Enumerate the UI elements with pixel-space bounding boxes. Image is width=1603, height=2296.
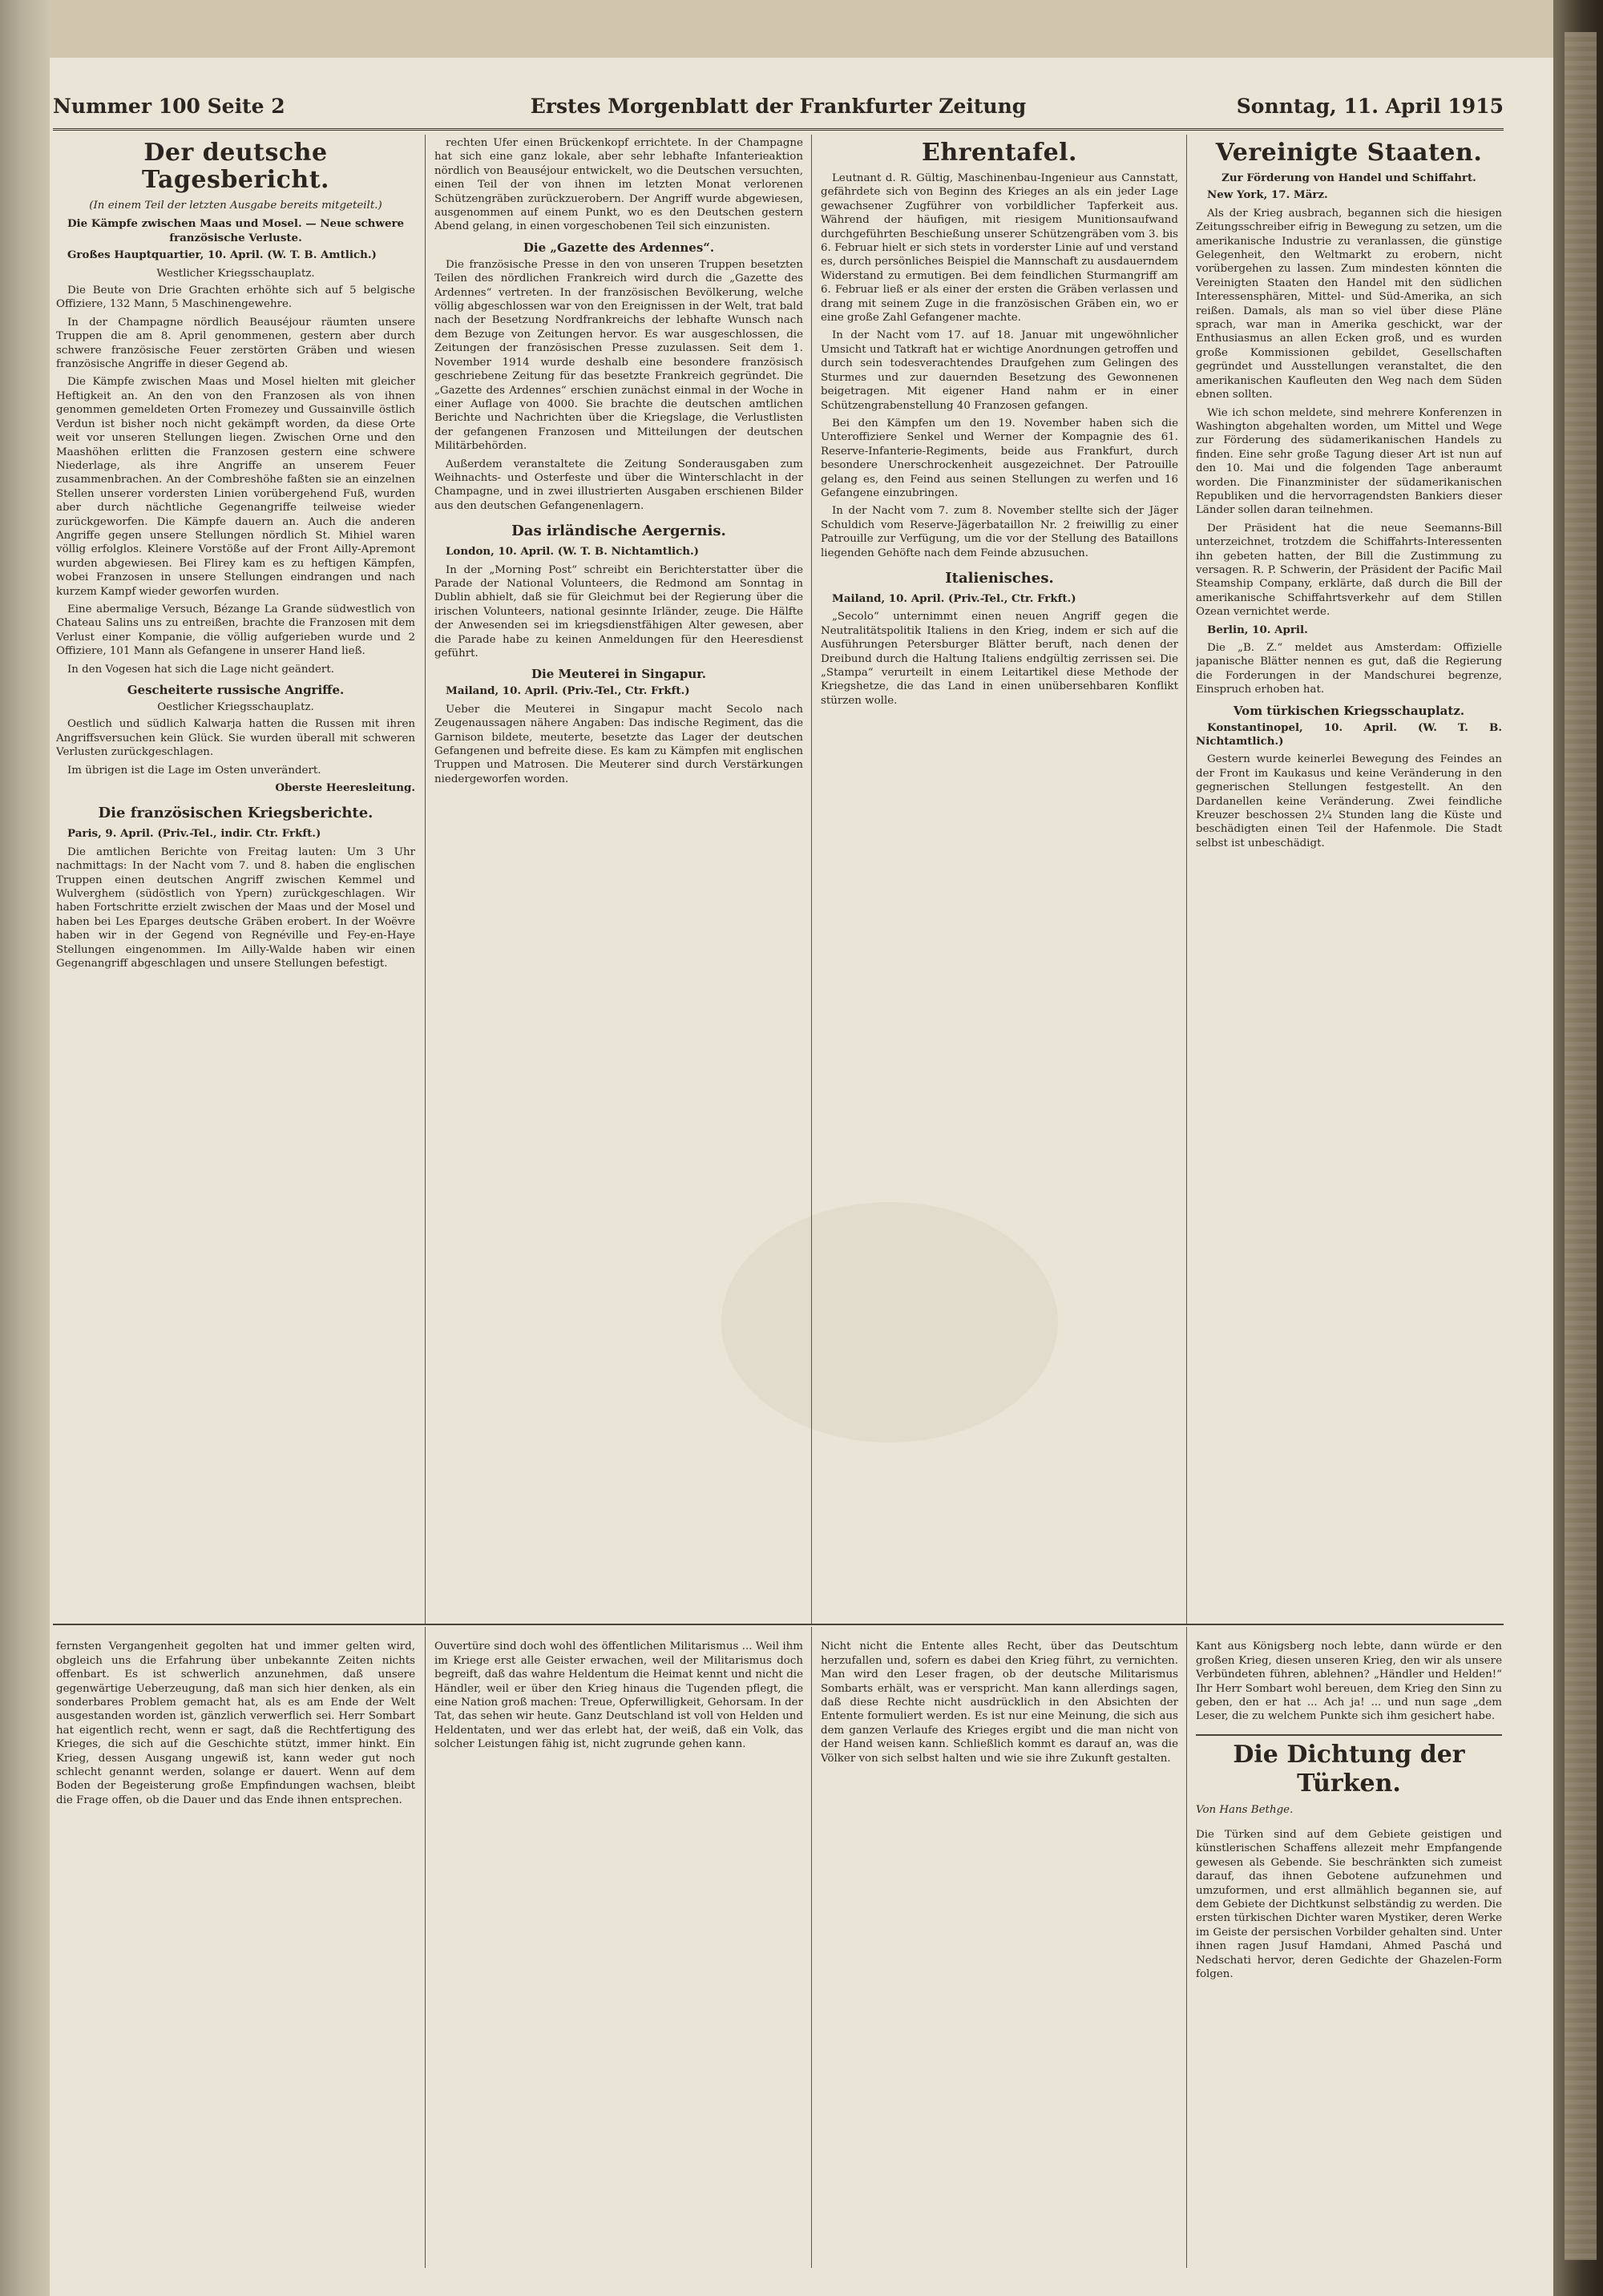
column-rule xyxy=(811,135,812,1624)
article-title: Vom türkischen Kriegsschauplatz. xyxy=(1233,703,1465,718)
section-heading: Westlicher Kriegsschauplatz. xyxy=(156,267,315,280)
paragraph: „Secolo“ unternimmt einen neuen Angriff gegen die Neutralitätspolitik Italiens in den Krieg, indem er sich auf die Ausführungen Petersburger Blätter beruft, nach denen der Dreibund durch die Haltung Italiens endgültig zerrissen sei. Die „Stampa“ verurteilt in einem Leitartikel diese Methode der Kriegshetze, die das Land in einen unübersehbaren Konflikt stürzen wolle. xyxy=(821,611,1178,707)
paragraph: Ouvertüre sind doch wohl des öffentlichen Militarismus ... Weil ihm im Kriege erst alle Geister erwachen, weil der Militarismus doch begreift, daß das wahre Heldentum die Heimat kennt und nicht die Händler, weil er über den Krieg hinaus die Tugenden pflegt, die eine Nation groß machen: Treue, Opferwilligkeit, Gehorsam. In der Tat, das sehen wir heute. Ganz Deutschland ist voll von Helden und Heldentaten, und wer das erlebt hat, der weiß, daß ein Volk, das solcher Leistungen fähig ist, nicht zugrunde gehen kann. xyxy=(434,1640,803,1751)
feuilleton-column-1 xyxy=(56,1629,415,2254)
article-title: Das irländische Aergernis. xyxy=(511,523,726,540)
column-rule xyxy=(1186,1627,1187,2268)
section-rule xyxy=(1196,1734,1502,1736)
column-rule xyxy=(425,1627,426,2268)
feuilleton-column-3 xyxy=(821,1629,1178,2254)
article-title: Italienisches. xyxy=(945,569,1054,587)
feuilleton-column-2 xyxy=(434,1629,803,2254)
paragraph: Die Beute von Drie Grachten erhöhte sich auf 5 belgische Offiziere, 132 Mann, 5 Maschinengewehre. xyxy=(56,284,415,311)
column-rule xyxy=(1186,135,1187,1624)
paragraph: Im übrigen ist die Lage im Osten unverändert. xyxy=(67,764,321,777)
paragraph: Kant aus Königsberg noch lebte, dann würde er den großen Krieg, diesen unseren Krieg, den wir als unsere Verbündeten führen, ablehnen? „Händler und Helden!“ Ihr Herr Sombart wohl bereuen, dem Krieg den Sinn zu geben, den er hat ... Ach ja! ... und nun sage „dem Leser, die zu welchem Punkte sich ihm gesichert habe. xyxy=(1196,1640,1502,1723)
feuilleton-column-4 xyxy=(1196,1629,1502,2254)
article-subtitle: Zur Förderung von Handel und Schiffahrt. xyxy=(1221,171,1476,184)
paragraph: Die Türken sind auf dem Gebiete geistigen und künstlerischen Schaffens allezeit mehr Empfangende gewesen als Gebende. Sie beschränkten sich zumeist darauf, das ihnen Gebotene aufzunehmen und umzuformen, und erst allmählich begannen sie, auf dem Gebiete der Dichtkunst selbständig zu werden. Die ersten türkischen Dichter waren Mystiker, deren Werke im Geiste der persischen Vorbilder gehalten sind. Unter ihnen ragen Jusuf Hamdani, Ahmed Paschá und Nedschati hervor, deren Gedichte der Ghazelen-Form folgen. xyxy=(1196,1829,1502,1981)
page-header xyxy=(53,83,1504,131)
signature: Oberste Heeresleitung. xyxy=(275,781,415,795)
column-3 xyxy=(821,136,1178,1620)
article-title: Der deutsche Tagesbericht. xyxy=(142,139,329,194)
article-note: (In einem Teil der letzten Ausgabe bereits mitgeteilt.) xyxy=(89,200,382,212)
section-heading: Oestlicher Kriegsschauplatz. xyxy=(157,701,314,713)
section-title: Gescheiterte russische Angriffe. xyxy=(127,683,345,697)
dateline: Mailand, 10. April. (Priv.-Tel., Ctr. Frkft.) xyxy=(446,684,690,698)
column-2 xyxy=(434,136,803,1620)
dateline: Berlin, 10. April. xyxy=(1207,623,1308,636)
article-subtitle: Die Kämpfe zwischen Maas und Mosel. — Neue schwere französische Verluste. xyxy=(67,217,405,244)
book-binding-right xyxy=(1553,0,1603,2296)
article-author: Von Hans Bethge. xyxy=(1196,1804,1294,1817)
paragraph: In den Vogesen hat sich die Lage nicht geändert. xyxy=(67,663,334,676)
paragraph: Nicht nicht die Entente alles Recht, über das Deutschtum herzufallen und, sofern es dabei den Krieg führt, zu vernichten. Man wird den Leser fragen, ob der deutsche Militarismus Sombarts erhält, was er verspricht. Man kann allerdings sagen, daß diese Rechte nicht ausdrücklich in den Absichten der Entente formuliert werden. Es ist nur eine Meinung, die sich aus dem ganzen Verlaufe des Krieges ergibt und die man nicht von der Hand weisen kann. Schließlich kommt es darauf an, was die Völker von sich selbst halten und wie sie ihre Zukunft gestalten. xyxy=(821,1640,1178,1765)
paragraph: rechten Ufer einen Brückenkopf errichtete. In der Champagne hat sich eine ganz lokale, aber sehr lebhafte Infanterieaktion nördlich von Beauséjour entwickelt, wo die Deutschen versuchten, einen Teil der von ihnen im letzten Monat verlorenen Schützengräben zurückzuerobern. Der Angriff wurde abgewiesen, ausgenommen auf einem Punkt, wo es den Deutschen gestern Abend gelang, in einen vorgeschobenen Teil sich einzunisten. xyxy=(434,137,803,233)
paragraph: Außerdem veranstaltete die Zeitung Sonderausgaben zum Weihnachts- und Osterfeste und über die Winterschlacht in der Champagne, und in zwei illustrierten Ausgaben erschienen Bilder aus den deutschen Gefangenenlagern. xyxy=(434,458,803,512)
article-title: Vereinigte Staaten. xyxy=(1215,139,1483,167)
paragraph: Eine abermalige Versuch, Bézange La Grande südwestlich von Chateau Salins uns zu entreißen, brachte die Franzosen mit dem Verlust einer Kompanie, die völlig aufgerieben wurde und 2 Offiziere, 101 Mann als Gefangene in unserer Hand ließ. xyxy=(56,603,415,658)
paragraph: Der Präsident hat die neue Seemanns-Bill unterzeichnet, trotzdem die Schiffahrts-Interessenten ihn gebeten hatten, der Bill die Zustimmung zu versagen. R. P. Schwerin, der Präsident der Pacific Mail Steamship Company, erklärte, daß durch die Bill der amerikanische Schiffahrtsverkehr auf dem Stillen Ozean vernichtet werde. xyxy=(1196,522,1502,619)
paragraph: Ueber die Meuterei in Singapur macht Secolo nach Zeugenaussagen nähere Angaben: Das indische Regiment, das die Garnison bildete, meuterte, besetzte das Lager der deutschen Gefangenen und befreite diese. Es kam zu Kämpfen mit englischen Truppen und Matrosen. Die Meuterer sind durch Verstärkungen niedergeworfen worden. xyxy=(434,703,803,785)
adjacent-page-edge xyxy=(1565,32,1597,2260)
dateline: Paris, 9. April. (Priv.-Tel., indir. Ctr. Frkft.) xyxy=(67,827,321,841)
column-4 xyxy=(1196,136,1502,1620)
dateline: Mailand, 10. April. (Priv.-Tel., Ctr. Frkft.) xyxy=(832,591,1076,605)
header-date: Sonntag, 11. April 1915 xyxy=(1236,95,1504,118)
dateline: London, 10. April. (W. T. B. Nichtamtlich.) xyxy=(446,545,700,559)
header-page-number: Nummer 100 Seite 2 xyxy=(53,95,285,118)
column-rule xyxy=(425,135,426,1624)
section-rule xyxy=(53,1624,1504,1625)
dateline: Großes Hauptquartier, 10. April. (W. T. B. Amtlich.) xyxy=(67,248,377,262)
paragraph: Leutnant d. R. Gültig, Maschinenbau-Ingenieur aus Cannstatt, gefährdete sich von Beginn des Krieges an als ein jeder Lage gewachsener Zugführer von vorbildlicher Tapferkeit aus. Während der häufigen, mit riesigem Munitionsaufwand durchgeführten Beschießung unserer Schützengräben vom 3. bis 6. Februar hielt er sich stets in vorderster Linie auf und verstand es, durch persönliches Beispiel die Mannschaft zu ausdauerndem Widerstand zu ermutigen. Bei dem feindlichen Sturmangriff am 6. Februar ließ er als einer der ersten die Gräben verlassen und drang mit seinem Zuge in die französischen Gräben ein, wo er eine große Zahl Gefangener machte. xyxy=(821,172,1178,325)
paragraph: Als der Krieg ausbrach, begannen sich die hiesigen Zeitungsschreiber eifrig in Bewegung zu setzen, um die amerikanische Industrie zu veranlassen, die günstige Gelegenheit, den Weltmarkt zu erobern, nicht vorübergehen zu lassen. Zum mindesten könnten die Vereinigten Staaten den Handel mit den südlichen Interessensphären, Mittel- und Süd-Amerika, an sich reißen. Damals, als man so viel über diese Pläne sprach, war man in Amerika geschickt, war der Enthusiasmus an allen Ecken groß, und es wurden große Kommissionen gebildet, Gesellschaften gegründet und Ausstellungen veranstaltet, die den amerikanischen Kaufleuten den Weg nach dem Süden ebnen sollten. xyxy=(1196,207,1502,401)
dateline: Konstantinopel, 10. April. (W. T. B. Nichtamtlich.) xyxy=(1196,720,1502,749)
paragraph: Gestern wurde keinerlei Bewegung des Feindes an der Front im Kaukasus und keine Veränderung in den gegnerischen Stellungen festgestellt. An den Dardanellen keine Veränderung. Zwei feindliche Kreuzer beschossen 2¼ Stunden lang die Küste und beschädigten einen Teil der Hafenmole. Die Stadt selbst ist unbeschädigt. xyxy=(1196,753,1502,849)
paragraph: Die Kämpfe zwischen Maas und Mosel hielten mit gleicher Heftigkeit an. An den von den Franzosen als von ihnen genommen gemeldeten Orten Fromezey und Gussainville östlich Verdun ist bisher noch nicht gekämpft worden, da diese Orte weit vor unseren Stellungen liegen. Zwischen Orne und den Maashöhen erlitten die Franzosen gestern eine schwere Niederlage, als ihre Angriffe an unserem Feuer zusammenbrachen. An der Combreshöhe faßten sie an einzelnen Stellen unserer vordersten Linien vorübergehend Fuß, wurden aber durch nächtliche Gegenangriffe teilweise wieder zurückgeworfen. Die Kämpfe dauern an. Auch die anderen Angriffe gegen unsere Stellungen nördlich St. Mihiel waren völlig erfolglos. Kleinere Vorstöße auf der Front Ailly-Apremont wurden abgewiesen. Bei Flirey kam es zu heftigen Kämpfen, wobei Franzosen in unsere Stellungen eindrangen und nach kurzem Kampf wieder geworfen wurden. xyxy=(56,376,415,598)
paragraph: In der Nacht vom 17. auf 18. Januar mit ungewöhnlicher Umsicht und Tatkraft hat er wichtige Anordnungen getroffen und durch sein todesverachtendes Draufgehen zum Gelingen des Sturmes und zur dauernden Besetzung des Gewonnenen beigetragen. Mit eigener Hand nahm er in einer Schützengrabenstellung 40 Franzosen gefangen. xyxy=(821,329,1178,412)
header-masthead: Erstes Morgenblatt der Frankfurter Zeitung xyxy=(530,95,1027,118)
book-binding-left xyxy=(0,0,50,2296)
article-title: Die „Gazette des Ardennes“. xyxy=(523,240,715,255)
paragraph: Die „B. Z.“ meldet aus Amsterdam: Offizielle japanische Blätter nennen es gut, daß die Regierung die Forderungen in der Mandschurei begrenze, Einspruch erhoben hat. xyxy=(1196,642,1502,696)
column-1 xyxy=(56,136,415,1620)
article-title: Die Dichtung der Türken. xyxy=(1233,1741,1465,1798)
paragraph: Die amtlichen Berichte von Freitag lauten: Um 3 Uhr nachmittags: In der Nacht vom 7. und 8. haben die englischen Truppen einen deutschen Angriff zwischen Kemmel und Wulverghem (südöstlich von Ypern) zurückgeschlagen. Wir haben Fortschritte erzielt zwischen der Maas und der Mosel und haben bei Les Eparges deutsche Gräben erobert. In der Woëvre haben wir in der Gegend von Regnéville und Fey-en-Haye Stellungen eingenommen. Im Ailly-Walde haben wir einen Gegenangriff abgeschlagen und unsere Stellungen befestigt. xyxy=(56,845,415,970)
article-title: Ehrentafel. xyxy=(921,139,1077,167)
paragraph: Oestlich und südlich Kalwarja hatten die Russen mit ihren Angriffsversuchen kein Glück. Sie wurden überall mit schweren Verlusten zurückgeschlagen. xyxy=(56,718,415,759)
paragraph: Wie ich schon meldete, sind mehrere Konferenzen in Washington abgehalten worden, um Mittel und Wege zur Förderung des südamerikanischen Handels zu finden. Eine sehr große Tagung dieser Art ist nun auf den 10. Mai und die folgenden Tage anberaumt worden. Die Finanzminister der südamerikanischen Republiken und die hervorragendsten Bankiers dieser Länder sollen daran teilnehmen. xyxy=(1196,406,1502,517)
dateline: New York, 17. März. xyxy=(1207,188,1328,202)
article-title: Die Meuterei in Singapur. xyxy=(531,667,706,682)
paragraph: In der Nacht vom 7. zum 8. November stellte sich der Jäger Schuldich vom Reserve-Jägerbataillon Nr. 2 freiwillig zu einer Patrouille zur Verfügung, um die vor der Stellung des Bataillons liegenden Gehöfte nach dem Feinde abzusuchen. xyxy=(821,505,1178,559)
paragraph: Die französische Presse in den von unseren Truppen besetzten Teilen des nördlichen Frankreich wird durch die „Gazette des Ardennes“ vertreten. In der französischen Bevölkerung, welche völlig abgeschlossen war von den Ereignissen in der Welt, trat bald nach der Besetzung Nordfrankreichs der lebhafte Wunsch nach dem Bezuge von Zeitungen hervor. Es war ausgeschlossen, die Zeitungen der französischen Presse zuzulassen. Seit dem 1. November 1914 wurde deshalb eine besondere französisch geschriebene Zeitung für das besetzte Frankreich gegründet. Die „Gazette des Ardennes“ erschien zunächst einmal in der Woche in einer Auflage von 4000. Sie brachte die deutschen amtlichen Berichte und Nachrichten über die Kriegslage, die Verlustlisten der gefangenen Franzosen und Mitteilungen der deutschen Militärbehörden. xyxy=(434,258,803,453)
article-title: Die französischen Kriegsberichte. xyxy=(98,805,373,822)
column-rule xyxy=(811,1627,812,2268)
paragraph: fernsten Vergangenheit gegolten hat und immer gelten wird, obgleich uns die Erfahrung über unbekannte Zeiten nichts offenbart. Es ist schwerlich anzunehmen, daß unsere gegenwärtige Ueberzeugung, daß man sich hier denken, als ein sonderbares Problem gemacht hat, als es am Ende der Welt ausgestanden worden ist, gänzlich verwerflich sei. Herr Sombart hat eigentlich recht, wenn er sagt, daß die Rechtfertigung des Krieges, die sich auf die Geschichte stützt, immer hinkt. Ein Krieg, dessen Ausgang ungewiß ist, kann weder gut noch schlecht genannt werden, solange er dauert. Wenn auf dem Boden der Begeisterung große Empfindungen wachsen, bleibt die Frage offen, ob die Dauer und das Ende ihnen entsprechen. xyxy=(56,1640,415,1806)
paragraph: In der Champagne nördlich Beauséjour räumten unsere Truppen die am 8. April genommenen, gestern aber durch schwere französische Feuer zerstörten Gräben und wiesen französische Angriffe in dieser Gegend ab. xyxy=(56,316,415,371)
paragraph: In der „Morning Post“ schreibt ein Berichterstatter über die Parade der National Volunteers, die Redmond am Sonntag in Dublin abhielt, daß sie für Gleichmut bei der Regierung über die irischen Volunteers, national gesinnte Irländer, zeuge. Die Hälfte der Anwesenden sei im kriegsdienstfähigen Alter gewesen, aber die Parade habe zu keinen Anmeldungen für den Heeresdienst geführt. xyxy=(434,563,803,660)
paragraph: Bei den Kämpfen um den 19. November haben sich die Unteroffiziere Senkel und Werner der Kompagnie des 61. Reserve-Infanterie-Regiments, beide aus Frankfurt, durch besondere Unerschrockenheit ausgezeichnet. Der Patrouille gelang es, den Feind aus seinen Stellungen zu werfen und 16 Gefangene einzubringen. xyxy=(821,417,1178,499)
